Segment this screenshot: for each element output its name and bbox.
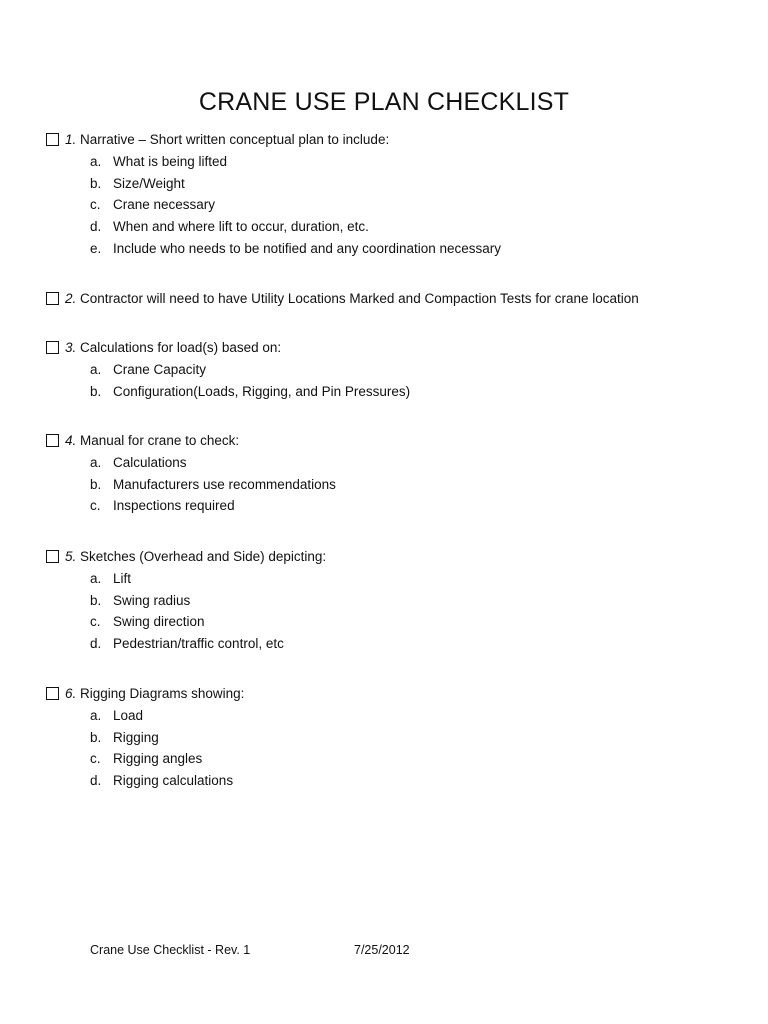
footer-document-label: Crane Use Checklist - Rev. 1 [90,943,251,957]
checkbox-section-5[interactable] [46,550,59,563]
checkbox-section-2[interactable] [46,292,59,305]
list-item [46,772,736,794]
section-number: 5. [65,549,77,564]
section-heading [46,131,736,153]
item-text: Size/Weight [113,175,185,191]
item-letter: a. [90,362,102,377]
sub-item-list [46,570,736,657]
checklist-section-2 [46,290,736,312]
item-letter: d. [90,636,102,652]
item-text: Calculations [113,455,187,470]
item-letter: d. [90,773,102,789]
list-item [46,570,736,592]
item-text: Rigging calculations [113,773,234,789]
section-heading [46,339,736,361]
item-letter: c. [90,614,101,630]
list-item [46,707,736,729]
list-item [46,635,736,657]
list-item [46,729,736,751]
sub-item-list [46,153,736,261]
checklist-section-4 [46,432,736,519]
list-item [46,153,736,175]
item-text: Rigging angles [113,751,203,767]
item-letter: c. [90,197,101,213]
item-letter: b. [90,476,102,492]
sub-item-list [46,707,736,794]
section-heading-text: Contractor will need to have Utility Locations Marked and Compaction Tests for crane location [80,291,639,306]
list-item [46,196,736,218]
list-item [46,175,736,197]
item-letter: e. [90,240,102,256]
section-number: 4. [65,433,77,448]
checklist-section-3 [46,339,736,404]
item-letter: d. [90,219,102,235]
list-item [46,750,736,772]
footer-date: 7/25/2012 [354,943,410,957]
list-item [46,497,736,519]
list-item [46,383,736,405]
item-text: Configuration(Loads, Rigging, and Pin Pressures) [113,383,411,399]
item-letter: b. [90,175,102,191]
list-item [46,454,736,476]
section-heading [46,548,736,570]
item-text: What is being lifted [113,154,228,169]
item-text: When and where lift to occur, duration, etc. [113,219,369,235]
list-item [46,218,736,240]
item-letter: c. [90,498,101,514]
item-letter: a. [90,154,102,169]
item-text: Swing radius [113,592,191,608]
item-letter: a. [90,571,102,586]
section-heading [46,432,736,454]
item-text: Manufacturers use recommendations [113,476,336,492]
item-text: Inspections required [113,498,235,514]
section-heading [46,290,736,312]
item-letter: b. [90,592,102,608]
section-heading-text: Calculations for load(s) based on: [80,340,282,355]
section-heading-text: Narrative – Short written conceptual plan to include: [80,132,390,147]
list-item [46,240,736,262]
checkbox-section-6[interactable] [46,687,59,700]
list-item [46,613,736,635]
section-heading-text: Rigging Diagrams showing: [80,686,245,701]
section-number: 6. [65,686,77,701]
checklist-section-1 [46,131,736,261]
item-letter: a. [90,708,102,723]
checklist-section-5 [46,548,736,657]
sub-item-list [46,361,736,404]
list-item [46,361,736,383]
sub-item-list [46,454,736,519]
checkbox-section-1[interactable] [46,133,59,146]
item-text: Crane Capacity [113,362,207,377]
item-text: Rigging [113,729,159,745]
item-text: Include who needs to be notified and any coordination necessary [113,240,502,256]
item-letter: c. [90,751,101,767]
item-letter: b. [90,729,102,745]
item-letter: b. [90,383,102,399]
checkbox-section-3[interactable] [46,341,59,354]
item-text: Pedestrian/traffic control, etc [113,636,284,652]
section-number: 1. [65,132,77,147]
checkbox-section-4[interactable] [46,434,59,447]
section-number: 2. [65,291,77,306]
section-number: 3. [65,340,77,355]
section-heading-text: Manual for crane to check: [80,433,240,448]
checklist-section-6 [46,685,736,794]
list-item [46,592,736,614]
item-text: Load [113,708,144,723]
item-text: Swing direction [113,614,205,630]
list-item [46,476,736,498]
section-heading [46,685,736,707]
item-letter: a. [90,455,102,470]
item-text: Lift [113,571,132,586]
page-title: CRANE USE PLAN CHECKLIST [198,88,570,116]
section-heading-text: Sketches (Overhead and Side) depicting: [80,549,327,564]
item-text: Crane necessary [113,197,216,213]
